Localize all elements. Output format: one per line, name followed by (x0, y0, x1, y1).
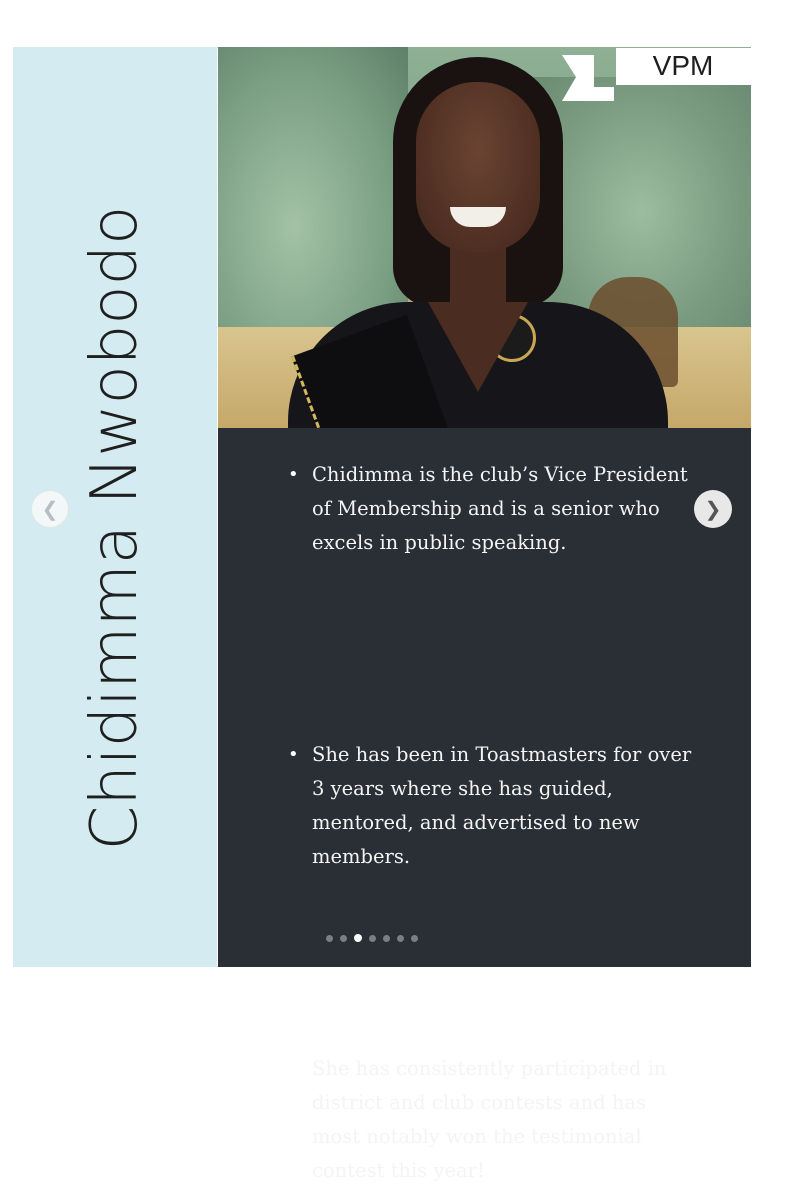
carousel-dots (326, 934, 418, 942)
carousel-dot[interactable] (326, 935, 333, 942)
person-figure (368, 57, 588, 428)
carousel-dot[interactable] (411, 935, 418, 942)
logo-icon (562, 55, 614, 101)
carousel-dot-active[interactable] (354, 934, 362, 942)
carousel-dot[interactable] (397, 935, 404, 942)
bio-item: • She has been in Toastmasters for over 3 years where she has guided, mentored, and advertised to new members. (288, 738, 698, 874)
neck (450, 242, 506, 312)
chevron-left-icon: ❮ (41, 498, 59, 521)
bio-item: • Chidimma is the club’s Vice President of Membership and is a senior who excels in public speaking. (288, 458, 698, 560)
carousel-dot[interactable] (340, 935, 347, 942)
chevron-right-icon: ❯ (704, 498, 722, 521)
role-tag: VPM (652, 50, 714, 81)
carousel-prev-button[interactable] (31, 490, 69, 528)
carousel-next-button[interactable] (694, 490, 732, 528)
carousel-dot[interactable] (383, 935, 390, 942)
bio-list (288, 458, 698, 1182)
carousel-dot[interactable] (369, 935, 376, 942)
bio-item: • She has consistently participated in district and club contests and has most notably won the testimonial contest this year! (288, 1052, 698, 1188)
profile-name: Chidimma Nwobodo (78, 205, 152, 851)
profile-photo (218, 47, 751, 428)
